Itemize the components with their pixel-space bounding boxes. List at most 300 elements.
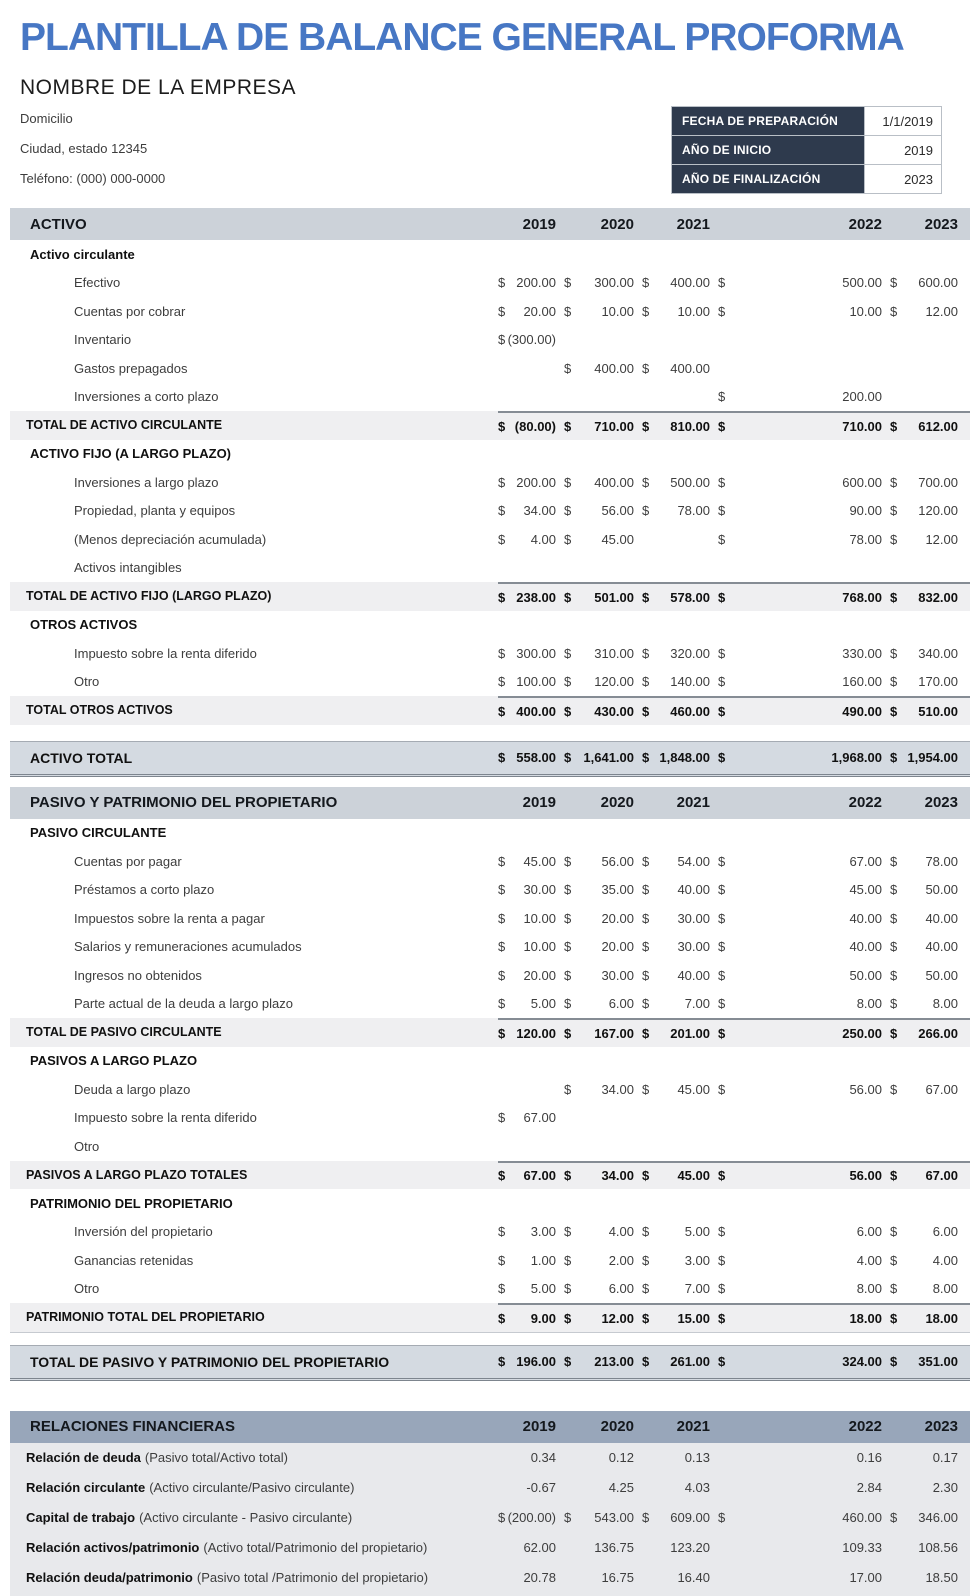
currency-symbol: $ xyxy=(890,1168,898,1184)
value-cells xyxy=(498,354,970,383)
cell-value: 5.00 xyxy=(530,1281,556,1297)
cell-2020 xyxy=(564,1540,634,1555)
cell-value: 34.00 xyxy=(601,1168,634,1184)
cell-2019 xyxy=(498,854,556,869)
cell-2023 xyxy=(890,750,958,765)
cell-value: 6.00 xyxy=(856,1224,882,1240)
currency-symbol: $ xyxy=(718,389,726,405)
cell-2022 xyxy=(718,1026,882,1041)
value-cells xyxy=(498,497,970,526)
value-cells xyxy=(498,383,970,412)
cell-2020 xyxy=(564,1311,634,1326)
currency-symbol: $ xyxy=(890,1281,898,1297)
currency-symbol: $ xyxy=(890,1310,898,1326)
cell-2022 xyxy=(718,389,882,404)
value-cells xyxy=(498,933,970,962)
cell-value: 400.00 xyxy=(594,474,634,490)
cell-2022 xyxy=(718,503,882,518)
cell-value: 0.13 xyxy=(684,1450,710,1465)
company-name: NOMBRE DE LA EMPRESA xyxy=(20,76,297,99)
cell-value: 100.00 xyxy=(516,674,556,690)
cell-2020 xyxy=(564,750,634,765)
cell-value: 7.00 xyxy=(684,996,710,1012)
cell-2019 xyxy=(498,1110,556,1125)
row-label: Parte actual de la deuda a largo plazo xyxy=(74,996,293,1012)
year-label: 2021 xyxy=(676,215,710,233)
row-impuesto-sobre-la-renta-diferido xyxy=(10,1104,970,1133)
cell-value: 2.84 xyxy=(856,1480,882,1495)
row-label: Impuesto sobre la renta diferido xyxy=(74,645,257,661)
currency-symbol: $ xyxy=(564,1510,572,1525)
currency-symbol: $ xyxy=(642,853,650,869)
cell-2021 xyxy=(642,750,710,765)
cell-value: 0.12 xyxy=(608,1450,634,1465)
value-cells xyxy=(498,876,970,905)
info-row xyxy=(671,107,941,136)
cell-value: 324.00 xyxy=(842,1354,882,1369)
subsection-patrimonio-del-propietario xyxy=(10,1189,970,1218)
row-otro xyxy=(10,668,970,697)
cell-2022 xyxy=(718,1224,882,1239)
row-label: Impuesto sobre la renta diferido xyxy=(74,1110,257,1126)
value-cells xyxy=(498,1161,970,1190)
row-label: Gastos prepagados xyxy=(74,360,188,376)
currency-symbol: $ xyxy=(890,910,898,926)
row-label: PASIVO CIRCULANTE xyxy=(30,825,167,841)
currency-symbol: $ xyxy=(890,303,898,319)
row-inversion-del-propietario xyxy=(10,1218,970,1247)
cell-2020 xyxy=(564,361,634,376)
currency-symbol: $ xyxy=(890,674,898,690)
cell-value: 300.00 xyxy=(594,275,634,291)
cell-value: 400.00 xyxy=(670,275,710,291)
row-patrimonio-total-del-propietario xyxy=(10,1303,970,1333)
cell-2020 xyxy=(564,1168,634,1183)
cell-value: 351.00 xyxy=(918,1354,958,1369)
row-label: TOTAL DE PASIVO CIRCULANTE xyxy=(26,1025,222,1040)
cell-2019 xyxy=(498,882,556,897)
cell-2023 xyxy=(890,1480,958,1495)
currency-symbol: $ xyxy=(890,418,898,434)
cell-2021 xyxy=(642,1253,710,1268)
currency-symbol: $ xyxy=(498,1510,506,1525)
cell-value: 34.00 xyxy=(523,503,556,519)
cell-2019 xyxy=(498,646,556,661)
year-label: 2023 xyxy=(924,215,958,233)
cell-value: 0.17 xyxy=(932,1450,958,1465)
cell-value: 160.00 xyxy=(842,674,882,690)
cell-value: 500.00 xyxy=(842,275,882,291)
value-cells xyxy=(498,1075,970,1104)
value-cells xyxy=(498,990,970,1019)
currency-symbol: $ xyxy=(890,939,898,955)
cell-2019 xyxy=(498,968,556,983)
currency-symbol: $ xyxy=(564,1252,572,1268)
year-header-2022 xyxy=(718,1418,882,1435)
currency-symbol: $ xyxy=(498,703,506,719)
cell-value: 90.00 xyxy=(849,503,882,519)
cell-2023 xyxy=(890,304,958,319)
cell-value: 400.00 xyxy=(670,360,710,376)
cell-value: 346.00 xyxy=(918,1510,958,1525)
row-cuentas-por-pagar xyxy=(10,847,970,876)
cell-value: 1,848.00 xyxy=(659,750,710,765)
cell-2023 xyxy=(890,882,958,897)
year-header-2021 xyxy=(642,794,710,811)
row-label: Inventario xyxy=(74,332,132,348)
currency-symbol: $ xyxy=(642,589,650,605)
cell-2023 xyxy=(890,419,958,434)
ratio-name: Capital de trabajo xyxy=(26,1510,136,1525)
cell-2020 xyxy=(564,503,634,518)
cell-value: 20.78 xyxy=(523,1570,556,1585)
cell-2020 xyxy=(564,1281,634,1296)
cell-2023 xyxy=(890,1026,958,1041)
row-label: Inversión del propietario xyxy=(74,1224,213,1240)
cell-2023 xyxy=(890,968,958,983)
cell-2020 xyxy=(564,939,634,954)
currency-symbol: $ xyxy=(564,360,572,376)
ratio-name: Relación de deuda xyxy=(26,1450,141,1465)
cell-2020 xyxy=(564,1253,634,1268)
cell-2022 xyxy=(718,939,882,954)
cell-value: 700.00 xyxy=(918,474,958,490)
cell-value: 261.00 xyxy=(670,1354,710,1369)
row-label: PASIVOS A LARGO PLAZO TOTALES xyxy=(26,1167,248,1182)
cell-2021 xyxy=(642,704,710,719)
row-label xyxy=(10,1503,498,1533)
subsection-activo-fijo-a-largo-plazo xyxy=(10,440,970,469)
cell-value: 10.00 xyxy=(677,303,710,319)
currency-symbol: $ xyxy=(642,910,650,926)
cell-2019 xyxy=(498,704,556,719)
cell-value: 20.00 xyxy=(523,967,556,983)
value-cells xyxy=(498,1346,970,1378)
currency-symbol: $ xyxy=(564,303,572,319)
row-label: Activos intangibles xyxy=(74,560,182,576)
subsection-pasivo-circulante xyxy=(10,819,970,848)
cell-2023 xyxy=(890,854,958,869)
cell-2019 xyxy=(498,332,556,347)
cell-2022 xyxy=(718,1253,882,1268)
currency-symbol: $ xyxy=(718,1354,726,1369)
row-label: Deuda a largo plazo xyxy=(74,1081,191,1097)
cell-2019 xyxy=(498,532,556,547)
currency-symbol: $ xyxy=(498,474,506,490)
currency-symbol: $ xyxy=(564,1281,572,1297)
cell-value: 543.00 xyxy=(594,1510,634,1525)
year-label: 2022 xyxy=(848,794,882,811)
currency-symbol: $ xyxy=(718,882,726,898)
cell-value: (80.00) xyxy=(514,418,556,434)
cell-value: 250.00 xyxy=(842,1025,882,1041)
currency-symbol: $ xyxy=(890,531,898,547)
row-label: Activo circulante xyxy=(30,246,135,262)
cell-value: 5.00 xyxy=(530,996,556,1012)
currency-symbol: $ xyxy=(718,1310,726,1326)
cell-value: 2.00 xyxy=(608,1252,634,1268)
cell-value: -0.67 xyxy=(526,1480,556,1495)
spacer xyxy=(10,1333,970,1345)
currency-symbol: $ xyxy=(718,1081,726,1097)
row-pasivos-a-largo-plazo-totales xyxy=(10,1161,970,1190)
cell-2021 xyxy=(642,996,710,1011)
row-propiedad-planta-y-equipos xyxy=(10,497,970,526)
currency-symbol: $ xyxy=(642,1224,650,1240)
currency-symbol: $ xyxy=(564,1224,572,1240)
cell-2020 xyxy=(564,882,634,897)
row-label: PATRIMONIO TOTAL DEL PROPIETARIO xyxy=(26,1310,265,1325)
cell-2021 xyxy=(642,1026,710,1041)
cell-2021 xyxy=(642,1168,710,1183)
row-impuesto-sobre-la-renta-diferido xyxy=(10,639,970,668)
cell-value: 4.00 xyxy=(530,531,556,547)
row-label: OTROS ACTIVOS xyxy=(30,617,138,633)
year-header-2019 xyxy=(498,1418,556,1435)
currency-symbol: $ xyxy=(498,853,506,869)
value-cells xyxy=(498,269,970,298)
cell-value: 4.00 xyxy=(608,1224,634,1240)
currency-symbol: $ xyxy=(642,303,650,319)
currency-symbol: $ xyxy=(718,303,726,319)
value-cells xyxy=(498,525,970,554)
cell-value: 20.00 xyxy=(601,910,634,926)
cell-2021 xyxy=(642,911,710,926)
currency-symbol: $ xyxy=(718,589,726,605)
cell-2022 xyxy=(718,1354,882,1369)
currency-symbol: $ xyxy=(564,503,572,519)
cell-2023 xyxy=(890,1082,958,1097)
cell-2021 xyxy=(642,475,710,490)
cell-value: 16.40 xyxy=(677,1570,710,1585)
cell-value: 18.00 xyxy=(849,1310,882,1326)
currency-symbol: $ xyxy=(564,474,572,490)
cell-value: 30.00 xyxy=(601,967,634,983)
row-otro xyxy=(10,1132,970,1161)
value-cells xyxy=(498,696,970,725)
cell-value: 10.00 xyxy=(523,910,556,926)
value-cells xyxy=(498,668,970,697)
cell-value: 170.00 xyxy=(918,674,958,690)
cell-value: 400.00 xyxy=(594,360,634,376)
cell-value: 558.00 xyxy=(516,750,556,765)
cell-value: 67.00 xyxy=(523,1110,556,1126)
row-ingresos-no-obtenidos xyxy=(10,961,970,990)
cell-2022 xyxy=(718,1450,882,1465)
cell-2020 xyxy=(564,1354,634,1369)
cell-2022 xyxy=(718,911,882,926)
year-header-2020 xyxy=(564,794,634,811)
cell-value: 5.00 xyxy=(684,1224,710,1240)
cell-2021 xyxy=(642,1082,710,1097)
row-label: Cuentas por pagar xyxy=(74,853,182,869)
cell-value: 18.50 xyxy=(925,1570,958,1585)
currency-symbol: $ xyxy=(498,967,506,983)
year-label: 2019 xyxy=(522,794,556,811)
cell-2019 xyxy=(498,275,556,290)
cell-2022 xyxy=(718,1570,882,1585)
cell-value: 62.00 xyxy=(523,1540,556,1555)
cell-2019 xyxy=(498,1540,556,1555)
cell-2021 xyxy=(642,1450,710,1465)
currency-symbol: $ xyxy=(498,1110,506,1126)
cell-value: 8.00 xyxy=(856,996,882,1012)
cell-value: 200.00 xyxy=(842,389,882,405)
currency-symbol: $ xyxy=(718,503,726,519)
cell-2020 xyxy=(564,1026,634,1041)
currency-symbol: $ xyxy=(498,750,506,765)
cell-2022 xyxy=(718,1281,882,1296)
cell-value: 12.00 xyxy=(601,1310,634,1326)
currency-symbol: $ xyxy=(642,1310,650,1326)
row-activos-intangibles xyxy=(10,554,970,583)
cell-value: 45.00 xyxy=(601,531,634,547)
cell-2023 xyxy=(890,1570,958,1585)
cell-2021 xyxy=(642,304,710,319)
cell-2020 xyxy=(564,1570,634,1585)
cell-value: 35.00 xyxy=(601,882,634,898)
currency-symbol: $ xyxy=(642,1354,650,1369)
cell-2023 xyxy=(890,1253,958,1268)
row-label: PATRIMONIO DEL PROPIETARIO xyxy=(30,1195,233,1211)
currency-symbol: $ xyxy=(718,996,726,1012)
year-header-2023 xyxy=(890,1418,958,1435)
cell-value: 12.00 xyxy=(925,303,958,319)
row-label xyxy=(10,1563,498,1593)
currency-symbol: $ xyxy=(642,1252,650,1268)
cell-value: 3.00 xyxy=(530,1224,556,1240)
cell-value: 310.00 xyxy=(594,645,634,661)
cell-value: 10.00 xyxy=(601,303,634,319)
cell-2020 xyxy=(564,1224,634,1239)
cell-2021 xyxy=(642,1224,710,1239)
row-total-otros-activos xyxy=(10,696,970,725)
row-label: Propiedad, planta y equipos xyxy=(74,503,236,519)
cell-2020 xyxy=(564,968,634,983)
cell-2023 xyxy=(890,911,958,926)
currency-symbol: $ xyxy=(642,275,650,291)
currency-symbol: $ xyxy=(718,853,726,869)
section-header-activo xyxy=(10,208,970,240)
row-inversiones-a-corto-plazo xyxy=(10,383,970,412)
cell-value: 4.25 xyxy=(608,1480,634,1495)
cell-value: 67.00 xyxy=(925,1081,958,1097)
row-total-de-pasivo-y-patrimonio-del-propietario xyxy=(10,1345,970,1381)
ratio-name: Relación deuda/patrimonio xyxy=(26,1570,193,1585)
cell-2021 xyxy=(642,419,710,434)
row-label: ACTIVO FIJO (A LARGO PLAZO) xyxy=(30,446,232,462)
cell-value: 40.00 xyxy=(677,967,710,983)
cell-value: 30.00 xyxy=(523,882,556,898)
value-cells xyxy=(498,326,970,355)
cell-2020 xyxy=(564,590,634,605)
year-label: 2021 xyxy=(676,1418,710,1435)
currency-symbol: $ xyxy=(642,939,650,955)
value-cells xyxy=(498,847,970,876)
cell-2020 xyxy=(564,304,634,319)
cell-value: 768.00 xyxy=(842,589,882,605)
cell-value: 40.00 xyxy=(849,910,882,926)
currency-symbol: $ xyxy=(718,418,726,434)
currency-symbol: $ xyxy=(564,645,572,661)
cell-value: 490.00 xyxy=(842,703,882,719)
value-cells xyxy=(498,1443,970,1473)
cell-2022 xyxy=(718,1082,882,1097)
row-relacion-deuda-patrimonio xyxy=(10,1563,970,1593)
currency-symbol: $ xyxy=(890,645,898,661)
cell-value: 120.00 xyxy=(918,503,958,519)
cell-value: 45.00 xyxy=(677,1168,710,1184)
cell-value: 67.00 xyxy=(849,853,882,869)
row-label: PASIVO Y PATRIMONIO DEL PROPIETARIO xyxy=(30,794,338,811)
cell-2021 xyxy=(642,882,710,897)
currency-symbol: $ xyxy=(718,645,726,661)
cell-value: 612.00 xyxy=(918,418,958,434)
ratio-formula: (Activo total/Patrimonio del propietario) xyxy=(203,1540,428,1555)
year-header-cells xyxy=(498,1411,970,1443)
cell-value: 56.00 xyxy=(849,1168,882,1184)
cell-value: 196.00 xyxy=(516,1354,556,1369)
value-cells xyxy=(498,297,970,326)
cell-2021 xyxy=(642,1480,710,1495)
currency-symbol: $ xyxy=(890,996,898,1012)
page-title: PLANTILLA DE BALANCE GENERAL PROFORMA xyxy=(20,16,904,59)
info-value-ano-de-finalizacion: 2023 xyxy=(865,165,942,194)
cell-2020 xyxy=(564,532,634,547)
preparation-info-table xyxy=(671,106,942,194)
cell-2023 xyxy=(890,1540,958,1555)
currency-symbol: $ xyxy=(718,910,726,926)
currency-symbol: $ xyxy=(498,1310,506,1326)
row-label xyxy=(10,1473,498,1503)
info-label-fecha-de-preparacion: FECHA DE PREPARACIÓN xyxy=(671,107,864,136)
currency-symbol: $ xyxy=(642,360,650,376)
cell-value: 7.00 xyxy=(684,1281,710,1297)
cell-2022 xyxy=(718,646,882,661)
currency-symbol: $ xyxy=(498,1224,506,1240)
value-cells xyxy=(498,1132,970,1161)
year-header-2019 xyxy=(498,794,556,811)
year-label: 2020 xyxy=(600,794,634,811)
currency-symbol: $ xyxy=(890,853,898,869)
cell-value: 4.03 xyxy=(684,1480,710,1495)
currency-symbol: $ xyxy=(564,1168,572,1184)
cell-value: 710.00 xyxy=(594,418,634,434)
year-label: 2019 xyxy=(522,215,556,233)
cell-value: 40.00 xyxy=(677,882,710,898)
cell-value: 108.56 xyxy=(918,1540,958,1555)
cell-value: 120.00 xyxy=(594,674,634,690)
year-header-2023 xyxy=(890,216,958,233)
cell-2019 xyxy=(498,911,556,926)
cell-2019 xyxy=(498,503,556,518)
currency-symbol: $ xyxy=(718,1281,726,1297)
cell-2023 xyxy=(890,532,958,547)
cell-value: 50.00 xyxy=(925,882,958,898)
currency-symbol: $ xyxy=(890,1224,898,1240)
currency-symbol: $ xyxy=(890,275,898,291)
cell-value: 266.00 xyxy=(918,1025,958,1041)
currency-symbol: $ xyxy=(498,1354,506,1369)
currency-symbol: $ xyxy=(564,275,572,291)
cell-2021 xyxy=(642,1281,710,1296)
spacer xyxy=(10,1381,970,1411)
cell-2020 xyxy=(564,1082,634,1097)
value-cells xyxy=(498,1563,970,1593)
cell-2022 xyxy=(718,882,882,897)
currency-symbol: $ xyxy=(718,939,726,955)
cell-2022 xyxy=(718,1480,882,1495)
